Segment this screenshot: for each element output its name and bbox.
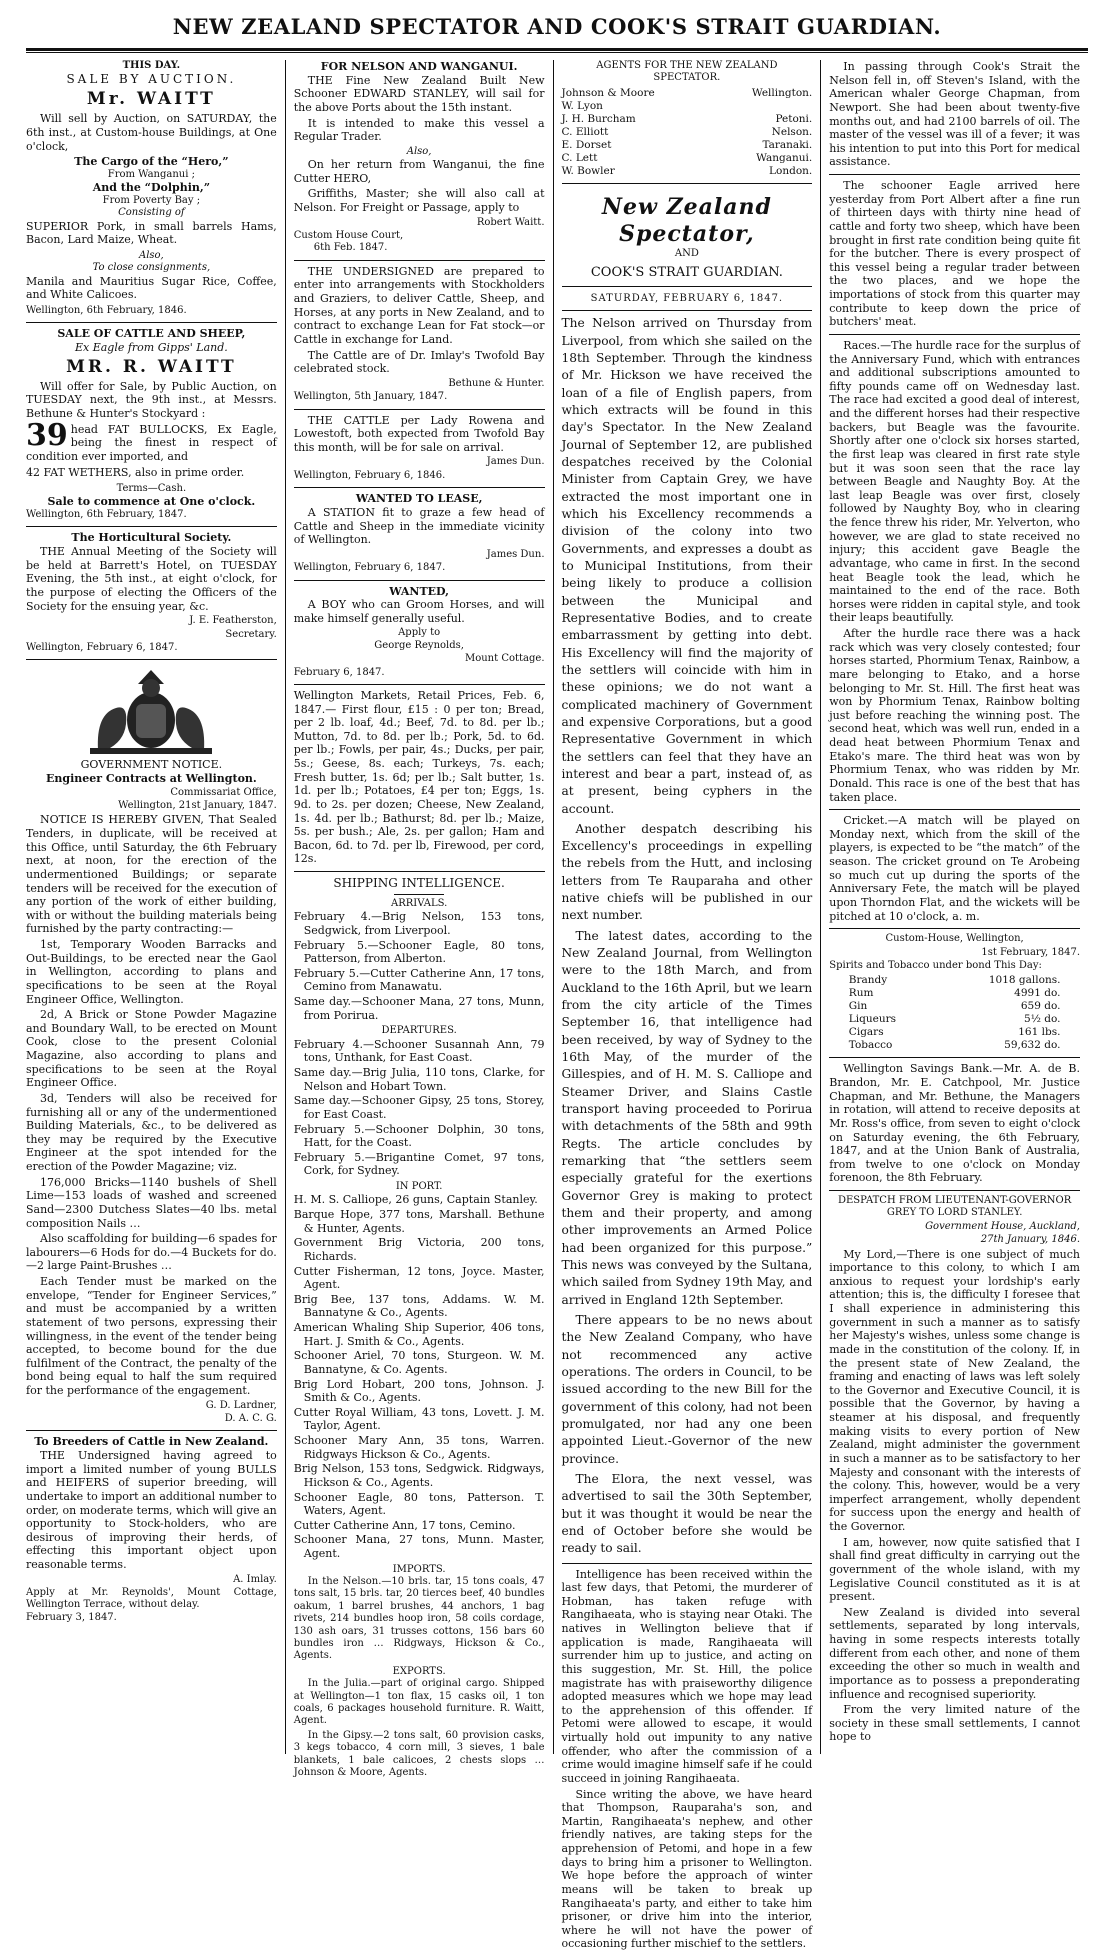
port-item: American Whaling Ship Superior, 406 tons, Hart. J. Smith & Co., Agents. [293,1321,545,1348]
custom-house-line: Custom-House, Wellington, [885,933,1024,945]
spirits-qty: 1018 gallons. [988,974,1061,987]
agent-row [562,139,813,152]
ad-bullocks-text: head FAT BULLOCKS, Ex Eagle, being the finest in respect of condition ever imported, and [26,422,277,463]
column-1 [26,60,286,1754]
spirits-row [847,1026,1063,1039]
editorial-para: The Elora, the next vessel, was advertised to sail the 30th September, but it was thought it would be near the end of October before she would be ready to sail. [561,1471,813,1556]
divider [26,659,277,660]
gov-notice-heading: GOVERNMENT NOTICE. [80,758,223,772]
port-item: Cutter Fisherman, 12 tons, Joyce. Master, Agent. [293,1264,545,1292]
despatch-para: New Zealand is divided into several settlements, separated by long intervals, having in some respects interests totally different from each other, and none of them exceeding the other so much in wealth and importance as to possess a preponderating influence and recognised superiority. [829,1605,1080,1701]
divider [26,322,277,323]
column-3 [554,60,822,1951]
despatch-para: I am, however, now quite satisfied that I shall find great difficulty in carrying out the government of the whole island, with my Legislative Council constituted as it is at present. [829,1535,1080,1604]
shipping-heading: SHIPPING INTELLIGENCE. [333,876,505,891]
ad-waitt-body: Will sell by Auction, on SATURDAY, the 6th inst., at Custom-house Buildings, at One o'clock, [26,112,277,153]
port-item: Schooner Eagle, 80 tons, Patterson. T. Waters, Agent. [293,1490,545,1518]
agent-row [562,100,813,113]
notice-2d: 2d, A Brick or Stone Powder Magazine and Boundary Wall, to be erected on Mount Cook, close to the present Colonial Magazine, also according to plans and specifications to be seen at the Royal Engineer Office. [26,1008,277,1090]
notice-tender: Each Tender must be marked on the envelope, “Tender for Engineer Services,” and must be accompanied by a written statement of two persons, expressing their willingness, in the event of the tender being accepted, to become bound for the due fulfilment of the Contract, the penalty of the bond being equal to half the sum required for the performance of the engagement. [26,1275,277,1397]
paper-subtitle: COOK'S STRAIT GUARDIAN. [590,264,783,280]
divider [829,174,1080,175]
spirits-heading: Spirits and Tobacco under bond This Day: [829,959,1042,971]
ad-cattle-sub: Ex Eagle from Gipps' Land. [74,340,228,354]
breeders-body: THE Undersigned having agreed to import a limited number of young BULLS and HEIFERS of superior breeding, will undertake to import an additional number to order, on moderate terms, which will give an opportunity to Stock-holders, who are desirous of improving their herds, of effecting this important object upon reasonable terms. [26,1449,277,1572]
ad-waitt2-body: Will offer for Sale, by Public Auction, on TUESDAY next, the 9th inst., at Messrs. Bethune & Hunter's Stockyard : [26,379,277,420]
arrival-item: February 4.—Brig Nelson, 153 tons, Sedgwick, from Liverpool. [293,910,545,937]
custom-date: 6th Feb. 1847. [313,242,388,254]
departure-item: February 5.—Brigantine Comet, 97 tons, Cork, for Sydney. [293,1150,545,1178]
divider [562,183,813,184]
agent-name: Johnson & Moore [561,86,655,99]
imports-body: In the Nelson.—10 brls. tar, 15 tons coals, 47 tons salt, 15 brls. tar, 20 tierces beef, 40 bundles oakum, 1 barrel brushes, 44 anchors, 1 bag rivets, 214 bundles hoop iron, 58 coils cordage, 130 ash oars, 31 trusses cottons, 156 bars 60 bundles iron … Ridgways, Hickson & Co., Agents. [293,1576,545,1662]
spirits-table [847,974,1063,1052]
ad-items-1: SUPERIOR Pork, in small barrels Hams, Bacon, Lard Maize, Wheat. [26,219,277,247]
column-4 [821,60,1088,1754]
ad-cattle-heading: SALE OF CATTLE AND SHEEP, [57,327,246,341]
market-prices: Wellington Markets, Retail Prices, Feb. 6, 1847.— First flour, £15 : 0 per ton; Bread, per 2 lb. loaf, 4d.; Beef, 7d. to 8d. per lb.; Mutton, 7d. to 8d. per lb.; Pork, 5d. to 6d. per lb.; Fowls, per pair, 4s.; Ducks, per pair, 5s.; Geese, 8s. each; Turkeys, 7s. each; Fresh butter, 1s. 6d; per lb.; Salt butter, 1s. 1d. per lb.; Potatoes, £4 per ton; Eggs, 1s. 9d. to 2s. per dozen; Cheese, New Zealand, 1s. 4d. per lb.; Bathurst; 8d. per lb.; Maize, 5s. per bush.; Ale, 2s. per gallon; Ham and Bacon, 6d. to 7d. per lb, Firewood, per cord, 12s. [293,688,545,866]
agent-place: London. [769,164,813,177]
agent-row [562,152,813,165]
undersigned-body: THE UNDERSIGNED are prepared to enter into arrangements with Stockholders and Graziers, to deliver Cattle, Sheep, and Horses, at any ports in New Zealand, and to contract to exchange Lean for Fat stock—or Cattle in exchange for Land. [293,264,545,346]
dun-sig: James Dun. [486,456,545,468]
divider [26,526,277,527]
ad-sale-commence: Sale to commence at One o'clock. [47,495,256,509]
port-item: Barque Hope, 377 tons, Marshall. Bethune & Hunter, Agents. [293,1208,545,1235]
divider [829,1057,1080,1058]
divider [829,928,1080,929]
notice-sig2: D. A. C. G. [224,1413,277,1425]
masthead-rule [26,48,1088,51]
editorial-para: The latest dates, according to the New Zealand Journal, from Wellington were to the 18th March, and from Auckland to the 16th April, but we learn from the city article of the Times September 16, that intelligence had been received, by way of Sydney to the 16th May, of the murder of the Gillespies, and of H. M. S. Calliope and Steamer Driver, and Slains Castle transport having proceeded to Porirua with detachments of the 58th and 99th Regts. The article concludes by remarking that “the settlers seem especially grateful for the exertions Governor Grey is making to protect them and their property, and among other improvements an Armed Police had been organized for this purpose.” This news was conveyed by the Sultana, which sailed from Sydney 19th May, and arrived in England 12th September. [561,928,813,1307]
departure-item: Same day.—Brig Julia, 110 tons, Clarke, for Nelson and Hobart Town. [293,1066,545,1093]
lease-date: Wellington, February 6, 1847. [293,562,446,574]
rowena-date: Wellington, February 6, 1846. [293,469,446,481]
columns [26,60,1088,1951]
ad-also: Also, [138,249,164,261]
ad-date-2: Wellington, 6th February, 1847. [26,509,187,521]
comm-date: Wellington, 21st January, 1847. [118,799,277,811]
departure-item: February 4.—Schooner Susannah Ann, 79 tons, Unthank, for East Coast. [293,1037,545,1065]
ad-from-wanganui: From Wanganui ; [107,168,195,180]
ad-sale-by-auction: SALE BY AUCTION. [66,72,237,87]
nelson-intended: It is intended to make this vessel a Regular Trader. [293,116,545,144]
spirits-row [847,974,1063,987]
port-item: Cutter Royal William, 43 tons, Lovett. J. M. Taylor, Agent. [293,1405,545,1433]
dun-sig-2: James Dun. [486,548,545,560]
port-item: Schooner Mary Ann, 35 tons, Warren. Ridgways Hickson & Co., Agents. [293,1434,545,1461]
spirits-qty: 161 lbs. [1018,1026,1061,1039]
nelson-body: THE Fine New Zealand Built New Schooner EDWARD STANLEY, will sail for the above Ports about the 15th instant. [293,73,545,114]
masthead-rule-thin [26,52,1088,53]
ad-39-number: 39 [26,417,68,453]
breeders-date: February 3, 1847. [26,1611,117,1623]
agent-place: Wellington. [751,86,813,99]
news-para: In passing through Cook's Strait the Nelson fell in, off Steven's Island, with the American whaler George Chapman, from Newport. She had been about twenty-five months out, and had 2100 barrels of oil. The master of the vessel was ill of a fever; it was his intention to put into this Port for medical assistance. [829,60,1080,169]
spirits-item: Liqueurs [848,1013,896,1026]
exports-body: In the Julia.—part of original cargo. Shipped at Wellington—1 ton flax, 15 casks oil, 1 ton coals, 6 packages household furniture. R. Waitt, Agent. [293,1678,545,1727]
divider [294,580,545,581]
wanted-apply: Apply to [398,627,441,639]
agent-place: Petoni. [775,112,813,125]
news-para: The schooner Eagle arrived here yesterday from Port Albert after a fine run of thirteen days with thirty nine head of cattle and forty two sheep, which have been brought in first rate condition being quite fit for the butcher. There is every prospect of this vessel being a regular trader between the two places, and we hope the importations of stock from this quarter may contribute to keep down the price of butchers' meat. [829,179,1080,329]
spirits-qty: 4991 do. [1014,987,1061,1000]
spirits-item: Brandy [848,974,888,987]
departures-heading: DEPARTURES. [381,1025,457,1037]
divider [294,487,545,488]
divider [829,334,1080,335]
port-item: Schooner Mana, 27 tons, Munn. Master, Agent. [293,1533,545,1561]
ad-consisting: Consisting of [118,207,185,219]
spirits-row [847,1000,1063,1013]
divider [562,310,813,311]
in-port-heading: IN PORT. [395,1181,443,1192]
issue-dateline: SATURDAY, FEBRUARY 6, 1847. [590,292,784,304]
wanted-cottage: Mount Cottage. [464,653,545,665]
comm-office: Commissariat Office, [170,786,277,798]
spirits-qty: 59,632 do. [1004,1039,1061,1052]
waitt-sig: Robert Waitt. [476,216,545,228]
spirits-row [847,987,1063,1000]
agent-row [562,87,813,100]
ad-horticultural-date: Wellington, February 6, 1847. [26,641,178,653]
wanted-reynolds: George Reynolds, [374,639,464,651]
nelson-also: Also, [406,145,432,157]
eng-contracts-heading: Engineer Contracts at Wellington. [46,771,257,785]
agents-table [562,87,813,178]
ad-from-poverty: From Poverty Bay ; [102,194,201,206]
petomi-para-2: Since writing the above, we have heard that Thompson, Rauparaha's son, and Martin, Rangihaeata's nephew, and other friendly natives, are taking steps for the apprehension of Petomi, and hope in a few days to bring him a prisoner to Wellington. We hope before the approach of winter means will be taken to break up Rangihaeata's party, and either to take him prisoner, or drive him into the interior, where he will not have the power of occasioning further mischief to the settlers. [561,1787,813,1951]
wanted-lease-body: A STATION fit to graze a few head of Cattle and Sheep in the immediate vicinity of Wellington. [293,505,545,547]
wanted-heading: WANTED, [389,584,450,598]
divider [829,809,1080,810]
agent-name: E. Dorset [561,138,612,151]
hero-body: On her return from Wanganui, the fine Cutter HERO, [293,158,545,185]
divider [294,871,545,872]
ad-to-close: To close consignments, [92,262,211,274]
spirits-qty: 659 do. [1020,1000,1061,1013]
breeders-heading: To Breeders of Cattle in New Zealand. [34,1435,269,1449]
hero-body-2: Griffiths, Master; she will also call at Nelson. For Freight or Passage, apply to [293,187,545,215]
editorial-para: Another despatch describing his Excellency's proceedings in expelling the rebels from the Hutt, and inclosing letters from Te Rauparaha and other native chiefs will be published in our next number. [561,821,813,923]
notice-scaffolding: Also scaffolding for building—6 spades for labourers—6 Hods for do.—4 Buckets for do.—2 large Paint-Brushes … [26,1232,277,1273]
arrivals-heading: ARRIVALS. [390,897,448,909]
agent-place: Taranaki. [762,138,813,151]
ad-date-1: Wellington, 6th February, 1846. [26,304,187,316]
agent-name: J. H. Burcham [561,112,636,125]
ad-terms: Terms—Cash. [116,483,187,495]
bh-sig: Bethune & Hunter. [448,377,545,389]
agent-row [562,165,813,178]
exports-body-2: In the Gipsy.—2 tons salt, 60 provision casks, 3 kegs tobacco, 4 corn mill, 3 sieves, 1 bale blankets, 1 bale calicoes, 2 chests slops … Johnson & Moore, Agents. [293,1729,545,1778]
paper-title: New Zealand Spectator, [601,193,772,248]
despatch-gov-house: Government House, Auckland, [925,1220,1080,1232]
notice-materials: 176,000 Bricks—1140 bushels of Shell Lime—153 loads of washed and screened Sand—2300 Dutchess Slates—40 lbs. metal composition Nails … [26,1175,277,1230]
agent-name: W. Lyon [561,99,603,112]
spirits-row [847,1039,1063,1052]
agent-row [562,113,813,126]
notice-3d: 3d, Tenders will also be received for furnishing all or any of the undermentioned Building Materials, &c., to be delivered as they may be required by the Executive Engineer at the spot intended for the erection of the Powder Magazine; viz. [26,1091,277,1173]
imports-heading: IMPORTS. [392,1563,446,1575]
ad-bullocks [26,417,277,464]
ad-horticultural-body: THE Annual Meeting of the Society will be held at Barrett's Hotel, on TUESDAY Evening, the 5th inst., at eight o'clock, for the purpose of electing the Officers of the Society for the ensuing year, &c. [26,545,277,613]
page-masthead: NEW ZEALAND SPECTATOR AND COOK'S STRAIT GUARDIAN. [172,14,942,39]
divider [829,1190,1080,1191]
exports-heading: EXPORTS. [392,1665,446,1677]
divider [294,684,545,685]
spirits-item: Cigars [848,1026,884,1039]
custom-house: Custom House Court, [293,230,404,242]
agent-place [714,100,813,113]
notice-body: NOTICE IS HEREBY GIVEN, That Sealed Tenders, in duplicate, will be received at this Office, until Saturday, the 6th February next, at noon, for the erection of the undermentioned Buildings; or separate tenders will be received for the execution of any portion of the work of either building, with or without the building materials being furnished by the party contracting:— [26,813,277,936]
wanted-date: February 6, 1847. [293,666,385,678]
divider-short [394,894,444,895]
ad-mr-waitt: MR. R. WAITT [66,356,237,377]
agent-place: Nelson. [771,125,813,138]
agent-place: Wanganui. [756,151,813,164]
spirits-row [847,1013,1063,1026]
undersigned-cattle: The Cattle are of Dr. Imlay's Twofold Bay celebrated stock. [293,348,545,376]
departure-item: February 5.—Schooner Dolphin, 30 tons, Hatt, for the Coast. [293,1122,545,1150]
royal-coat-of-arms-image [76,664,226,756]
bh-date: Wellington, 5th January, 1847. [293,391,448,403]
petomi-para: Intelligence has been received within the last few days, that Petomi, the murderer of Hobman, has taken refuge with Rangihaeata, who is staying near Otaki. The natives in Wellington believe that if application is made, Rangihaeata will surrender him up to justice, and acting on this suggestion, Mr. St. Hill, the police magistrate has with praiseworthy diligence adopted measures which we hope may lead to the apprehension of this offender. If Petomi were allowed to escape, it would virtually hold out impunity to any native offender, who after the commission of a crime would imagine himself safe if he could succeed in joining Rangihaeata. [561,1567,813,1785]
agent-name: C. Lett [561,151,598,164]
column-2 [286,60,554,1778]
divider [294,409,545,410]
arrival-item: February 5.—Schooner Eagle, 80 tons, Patterson, from Alberton. [293,938,545,966]
spirits-item: Gin [848,1000,868,1013]
ad-this-day: THIS DAY. [122,60,181,71]
rowena-body: THE CATTLE per Lady Rowena and Lowestoft, both expected from Twofold Bay this month, will be for sale on arrival. [293,413,545,454]
port-item: Brig Nelson, 153 tons, Sedgwick. Ridgways, Hickson & Co., Agents. [293,1462,545,1489]
ad-horticultural-sig2: Secretary. [225,628,277,640]
ad-wethers: 42 FAT WETHERS, also in prime order. [26,466,245,480]
ad-items-2: Manila and Mauritius Sugar Rice, Coffee, and White Calicoes. [26,274,277,302]
wanted-lease-heading: WANTED TO LEASE, [355,492,483,506]
ad-horticultural-heading: The Horticultural Society. [71,531,232,545]
breeders-apply: Apply at Mr. Reynolds', Mount Cottage, Wellington Terrace, without delay. [26,1587,277,1611]
ad-cargo-hero: The Cargo of the “Hero,” [74,155,229,169]
spirits-qty: 5½ do. [1024,1013,1061,1026]
editorial-para: There appears to be no news about the New Zealand Company, who have not recommenced any active operations. The orders in Council, to be issued according to the new Bill for the government of this colony, had not been promulgated, nor had any one been appointed Lieut.-Governor of the new province. [561,1313,813,1466]
departure-item: Same day.—Schooner Gipsy, 25 tons, Storey, for East Coast. [293,1094,545,1121]
nelson-heading: FOR NELSON AND WANGANUI. [320,60,518,73]
savings-bank-para: Wellington Savings Bank.—Mr. A. de B. Brandon, Mr. E. Catchpool, Mr. Justice Chapman, and Mr. Bethune, the Managers in rotation, will attend to receive deposits at Mr. Ross's office, from seven to eight o'clock on Saturday evening, the 6th February, 1847, and at the Union Bank of Australia, from twelve to one o'clock on Monday forenoon, the 8th February. [829,1062,1080,1185]
despatch-date: 27th January, 1846. [980,1234,1080,1246]
races-para: Races.—The hurdle race for the surplus of the Anniversary Fund, which with entrances and additional subscriptions amounted to fifty pounds came off on Wednesday last. The race had excited a good deal of interest, and the different horses had their respective backers, but Beagle was the favourite. Shortly after one o'clock six horses started, the first leap was cleared in first rate style but it was soon seen that the race lay between Beagle and Naughty Boy. At the last leap Beagle was over first, closely followed by Naughty Boy, who in clearing the fence threw his rider, Mr. Yelverton, who however, we are glad to state received no injury; this accident gave Beagle the advantage, who came in first. In the second heat Beagle took the lead, which he maintained to the end of the race. Both horses were ridden in capital style, and took their leaps beautifully. [829,338,1080,625]
wanted-body: A BOY who can Groom Horses, and will make himself generally useful. [293,598,545,625]
agent-name: C. Elliott [561,125,609,138]
port-item: Government Brig Victoria, 200 tons, Richards. [293,1236,545,1263]
divider [294,260,545,261]
notice-sig: G. D. Lardner, [205,1399,277,1411]
despatch-para: From the very limited nature of the society in these small settlements, I cannot hope to [829,1703,1080,1744]
ad-horticultural-sig: J. E. Featherston, [189,615,277,627]
breeders-sig: A. Imlay. [233,1573,277,1585]
divider [562,286,813,287]
spirits-item: Rum [848,987,874,1000]
despatch-heading: DESPATCH FROM LIEUTENANT-GOVERNOR GREY TO LORD STANLEY. [837,1195,1072,1219]
agent-row [562,126,813,139]
spirits-item: Tobacco [848,1039,893,1052]
ad-and-dolphin: And the “Dolphin,” [92,181,211,195]
port-item: H. M. S. Calliope, 26 guns, Captain Stanley. [293,1193,538,1207]
divider [26,1430,277,1431]
races-para-2: After the hurdle race there was a hack rack which was very closely contested; four horses started, Phormium Tenax, Rainbow, a mare belonging to Etako, and a horse belonging to Mr. St. Hill. The first heat was won by Phormium Tenax, Rainbow bolting just before reaching the winning post. The second heat, which was well run, ended in a dead heat between Phormium Tenax and Etako's mare. The third heat was won by Phormium Tenax, who was ridden by Mr. Donald. This race is one of the best that has taken place. [829,627,1080,804]
editorial-para: The Nelson arrived on Thursday from Liverpool, from which she sailed on the 18th September. Through the kindness of Mr. Hickson we have received the loan of a file of English papers, from which extracts will be found in this day's Spectator. In the New Zealand Journal of September 12, are published despatches received by the Colonial Minister from Captain Grey, we have extracted the most important one in which his Excellency recommends a division of the colony into two Governments, and expresses a doubt as to Municipal Institutions, from their being likely to produce a collision between the Municipal and Representative Bodies, and to create embarrassment by getting into debt. His Excellency will find the majority of the settlers will coincide with him in these opinions; we do not want a complicated machinery of Government and expensive Corporations, but a good Representative Government in which the settlers can feel that they have an interest and bear a part, instead of, as at present, being cyphers in the account. [561,316,813,816]
cricket-para: Cricket.—A match will be played on Monday next, which from the skill of the players, is expected to be “the match” of the season. The cricket ground on Te Arobeing so much cut up during the sports of the Anniversary Fete, the match will be played upon Thorndon Flat, and the wickets will be pitched at 10 o'clock, a. m. [829,814,1080,923]
arrival-item: February 5.—Cutter Catherine Ann, 17 tons, Cemino from Manawatu. [293,966,545,994]
agents-heading: AGENTS FOR THE NEW ZEALAND SPECTATOR. [596,60,778,84]
divider [562,1563,813,1564]
notice-1st: 1st, Temporary Wooden Barracks and Out-Buildings, to be erected near the Gaol in Wellington, according to plans and specifications to be seen at the Royal Engineer Office, Wellington. [26,938,277,1006]
port-item: Cutter Catherine Ann, 17 tons, Cemino. [293,1518,516,1532]
ad-auctioneer: Mr. WAITT [86,89,216,110]
agent-name: W. Bowler [561,164,615,177]
paper-and: AND [674,248,699,260]
port-item: Brig Lord Hobart, 200 tons, Johnson. J. Smith & Co., Agents. [293,1377,545,1405]
custom-house-date: 1st February, 1847. [981,946,1080,958]
port-item: Brig Bee, 137 tons, Addams. W. M. Bannatyne & Co., Agents. [293,1292,545,1320]
port-item: Schooner Ariel, 70 tons, Sturgeon. W. M. Bannatyne, & Co. Agents. [293,1349,545,1376]
arrival-item: Same day.—Schooner Mana, 27 tons, Munn, from Porirua. [293,995,545,1022]
despatch-para: My Lord,—There is one subject of much importance to this colony, to which I am anxious to request your lordship's early attention; this is, the difficulty I foresee that I shall experience in administering this government in such a manner as to satisfy her Majesty's wishes, unless some change is made in the constitution of the colony. If, in the present state of New Zealand, the framing and enacting of laws was left solely to the Governor and Executive Council, it is possible that the Governor, by having a steamer at his disposal, and frequently making visits to every portion of New Zealand, might administer the government in such a manner as to be satisfactory to her Majesty and consonant with the interests of the colony. This, however, would be a very imperfect arrangement, wholly dependent for success upon the energy and health of the Governor. [829,1247,1080,1534]
